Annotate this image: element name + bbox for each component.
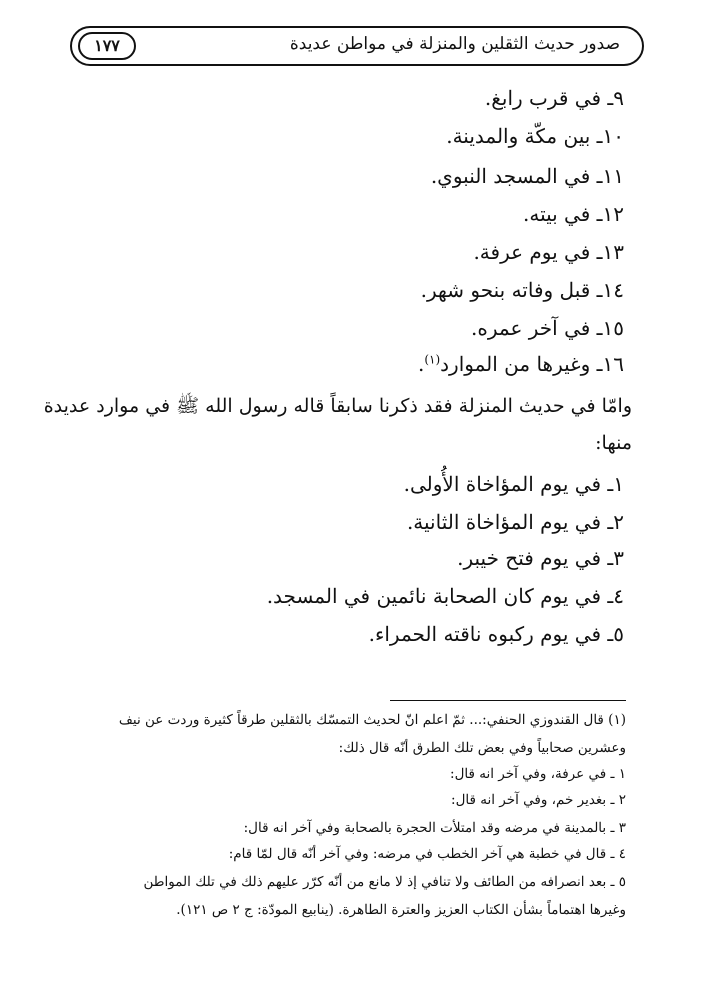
- list-item: ١٠ـ بين مكّة والمدينة.: [446, 124, 624, 148]
- list-item: ٩ـ في قرب رابغ.: [484, 86, 624, 110]
- list-item: ٣ـ في يوم فتح خيبر.: [457, 546, 624, 570]
- list-item: ١٣ـ في يوم عرفة.: [473, 240, 624, 264]
- footnote-line: ٥ ـ بعد انصرافه من الطائف ولا تنافي إذ لا مانع من أنّه كرّر عليهم ذلك في تلك المواطن: [143, 874, 626, 890]
- list-item-end: .: [417, 352, 425, 376]
- list-item: ٤ـ في يوم كان الصحابة نائمين في المسجد.: [266, 584, 624, 608]
- header-title: صدور حديث الثقلين والمنزلة في مواطن عديدة: [289, 34, 620, 54]
- footnote-line: ١ ـ في عرفة، وفي آخر انه قال:: [450, 766, 626, 782]
- list-item: ١٤ـ قبل وفاته بنحو شهر.: [420, 278, 624, 302]
- list-item: ١ـ في يوم المؤاخاة الأُولى.: [403, 472, 624, 496]
- list-item-16: [418, 352, 624, 376]
- list-item: ١١ـ في المسجد النبوي.: [430, 164, 624, 188]
- list-item: ٢ـ في يوم المؤاخاة الثانية.: [406, 510, 624, 534]
- list-item: ١٥ـ في آخر عمره.: [471, 316, 624, 340]
- footnote-line: ٢ ـ بغدير خم، وفي آخر انه قال:: [451, 792, 626, 808]
- paragraph-line: منها:: [595, 432, 632, 454]
- list-item-text: ١٦ـ وغيرها من الموارد: [440, 352, 624, 376]
- list-item: ١٢ـ في بيته.: [522, 202, 624, 226]
- running-header: [70, 26, 644, 66]
- list-item: ٥ـ في يوم ركبوه ناقته الحمراء.: [368, 622, 624, 646]
- footnote-reference: (١): [424, 352, 441, 367]
- footnote-line: وعشرين صحابياً وفي بعض تلك الطرق أنّه قال ذلك:: [338, 740, 626, 756]
- page-number: ١٧٧: [78, 32, 136, 60]
- footnote-divider: [390, 700, 626, 701]
- footnote-line: وغيرها اهتماماً بشأن الكتاب العزيز والعترة الطاهرة. (ينابيع المودّة: ج ٢ ص ١٢١).: [176, 902, 626, 918]
- footnote-line: (١) قال القندوزي الحنفي:... ثمّ اعلم انّ لحديث التمسّك بالثقلين طرقاً كثيرة وردت عن نيف: [118, 712, 626, 728]
- footnote-line: ٣ ـ بالمدينة في مرضه وقد امتلأت الحجرة بالصحابة وفي آخر انه قال:: [243, 820, 626, 836]
- paragraph-line: وامّا في حديث المنزلة فقد ذكرنا سابقاً قاله رسول الله ﷺ في موارد عديدة: [43, 395, 632, 417]
- footnote-line: ٤ ـ قال في خطبة هي آخر الخطب في مرضه: وفي آخر أنّه قال لمّا قام:: [228, 846, 626, 862]
